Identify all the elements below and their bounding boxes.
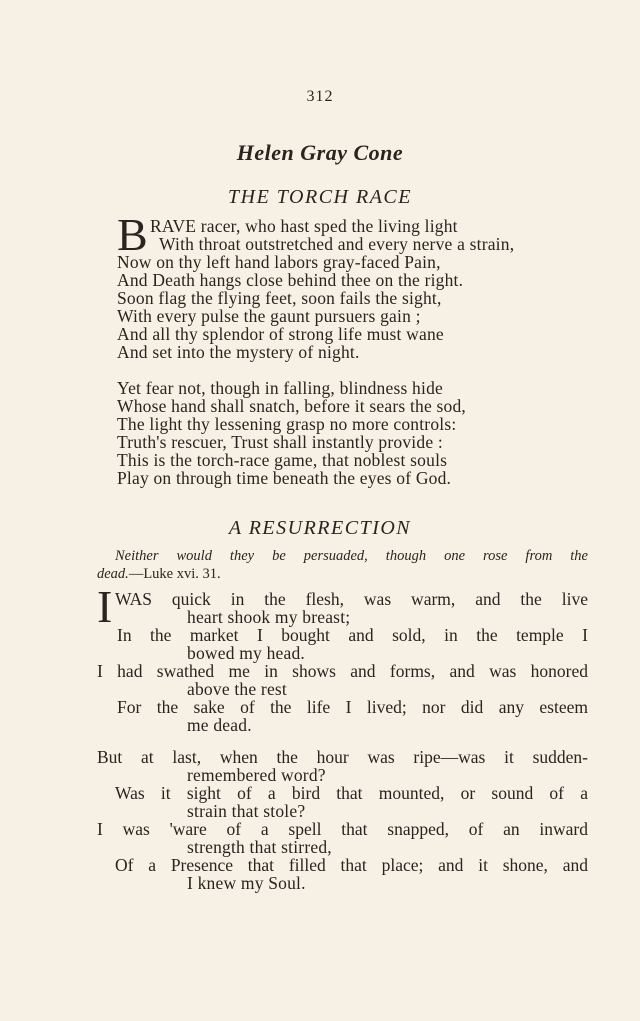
poem-line: Soon flag the flying feet, soon fails the sight,	[117, 288, 442, 308]
poem-line: me dead.	[187, 715, 252, 735]
epigraph: Neither would they be persuaded, though one rose from the	[115, 548, 588, 564]
poem-line: And set into the mystery of night.	[117, 342, 360, 362]
poem-line: heart shook my breast;	[187, 607, 351, 627]
poem-line: With throat outstretched and every nerve a strain,	[159, 234, 515, 254]
poem-line: RAVE racer, who hast sped the living light	[150, 216, 458, 236]
poem-line: Now on thy left hand labors gray-faced Pain,	[117, 252, 441, 272]
poem-line: Was it sight of a bird that mounted, or sound of a	[115, 783, 588, 803]
poem-line: remembered word?	[187, 765, 326, 785]
poem-line: In the market I bought and sold, in the temple I	[117, 625, 588, 645]
poem-line: With every pulse the gaunt pursuers gain ;	[117, 306, 421, 326]
poem-line: strength that stirred,	[187, 837, 332, 857]
epigraph-dead: dead.	[97, 566, 129, 582]
poem-line: This is the torch-race game, that noblest souls	[117, 450, 448, 470]
poem-line: But at last, when the hour was ripe—was it sudden-	[97, 747, 588, 767]
poem-title-torch-race: THE TORCH RACE	[228, 186, 412, 208]
poem-line: Yet fear not, though in falling, blindness hide	[117, 378, 443, 398]
epigraph-citation	[97, 566, 221, 583]
page-number: 312	[306, 88, 334, 105]
poem-line: I had swathed me in shows and forms, and was honored	[97, 661, 588, 681]
poem-line: The light thy lessening grasp no more controls:	[117, 414, 457, 434]
drop-cap-i: I	[97, 581, 113, 632]
poem-line: I was 'ware of a spell that snapped, of an inward	[97, 819, 588, 839]
poem-line: WAS quick in the flesh, was warm, and the live	[115, 589, 588, 609]
poem-line: strain that stole?	[187, 801, 306, 821]
poem-line: Whose hand shall snatch, before it sears the sod,	[117, 396, 467, 416]
drop-cap-b: B	[117, 209, 148, 260]
scripture-reference: —Luke xvi. 31.	[128, 566, 221, 582]
poem-line: Truth's rescuer, Trust shall instantly provide :	[117, 432, 443, 452]
poem-line: Of a Presence that filled that place; and it shone, and	[115, 855, 588, 875]
poem-line: For the sake of the life I lived; nor did any esteem	[117, 697, 588, 717]
poem-line: Play on through time beneath the eyes of God.	[117, 468, 452, 488]
poem-line: bowed my head.	[187, 643, 305, 663]
poem-line: And all thy splendor of strong life must wane	[117, 324, 444, 344]
poem-title-resurrection: A RESURRECTION	[228, 517, 412, 539]
poem-line: I knew my Soul.	[187, 873, 306, 893]
poem-line: And Death hangs close behind thee on the right.	[117, 270, 464, 290]
author-heading: Helen Gray Cone	[236, 140, 404, 165]
poem-line: above the rest	[187, 679, 287, 699]
